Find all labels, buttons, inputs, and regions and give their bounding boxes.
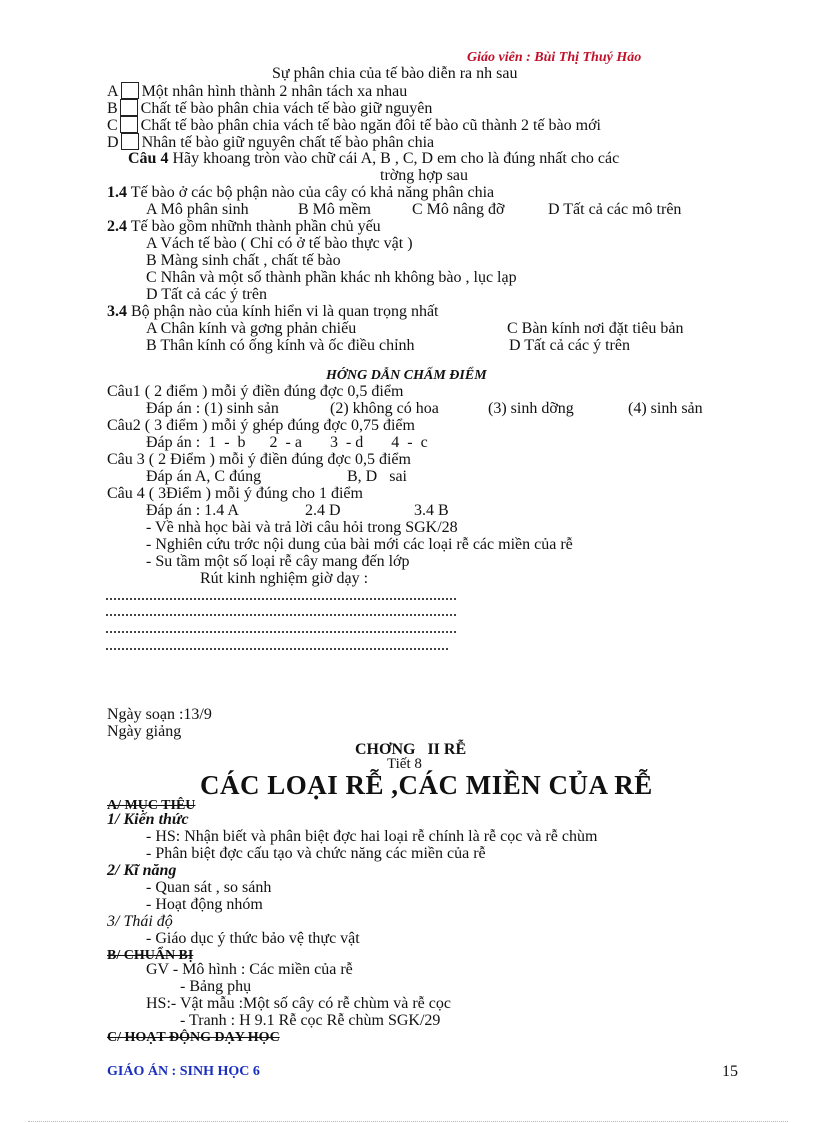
grading-c2: Câu2 ( 3 điểm ) mỗi ý ghép đúng đợc 0,75 điểm	[107, 417, 415, 434]
teacher-prep-1: GV - Mô hình : Các miền của rễ	[146, 961, 353, 978]
dotted-line	[106, 598, 456, 600]
answer-checkbox	[121, 82, 139, 99]
q3-option-d: D Nhân tế bào giữ nguyên chất tế bào phân chia	[107, 134, 435, 151]
q4-2: 2.4 Tế bào gồm nhữnh thành phần chủ yếu	[107, 218, 381, 235]
knowledge-1: - HS: Nhận biết và phân biệt đợc hai loại rễ chính là rễ cọc và rễ chùm	[146, 828, 598, 845]
skills-heading: 2/ Kĩ năng	[107, 862, 177, 879]
dotted-line	[106, 631, 456, 633]
attitude-heading: 3/ Thái độ	[107, 913, 173, 930]
q4-3-d: D Tất cả các ý trên	[509, 337, 630, 354]
attitude-1: - Giáo dục ý thức bảo vệ thực vật	[146, 930, 360, 947]
section-c-activities: C/ HOẠT ĐỘNG DẠY HỌC	[107, 1030, 280, 1045]
knowledge-heading: 1/ Kiến thức	[107, 811, 189, 828]
q4-3: 3.4 Bộ phận nào của kính hiển vi là quan trọng nhất	[107, 303, 439, 320]
grading-c1: Câu1 ( 2 điểm ) mỗi ý điền đúng đợc 0,5 điểm	[107, 383, 404, 400]
grading-title: HỚNG DẪN CHẤM ĐIỂM	[326, 368, 487, 383]
grading-c3: Câu 3 ( 2 Điểm ) mỗi ý điền đúng đợc 0,5 điểm	[107, 451, 411, 468]
reflection-label: Rút kinh nghiệm giờ dạy :	[200, 570, 369, 587]
q4-2-c: C Nhân và một số thành phần khác nh không bào , lục lạp	[146, 269, 517, 286]
q4-3-a: A Chân kính và gơng phản chiếu	[146, 320, 357, 337]
knowledge-2: - Phân biệt đợc cấu tạo và chức năng các miền của rễ	[146, 845, 486, 862]
page-number: 15	[722, 1063, 738, 1080]
q4-stem: Câu 4 Hãy khoang tròn vào chữ cái A, B , C, D em cho là đúng nhất cho các	[128, 150, 620, 167]
answer-checkbox	[121, 133, 139, 150]
footer-subject: GIÁO ÁN : SINH HỌC 6	[107, 1064, 260, 1079]
dotted-line	[106, 648, 448, 650]
teacher-header: Giáo viên : Bùi Thị Thuý Hảo	[467, 50, 642, 65]
date-prepared: Ngày soạn :13/9	[107, 706, 212, 723]
q4-1-a: A Mô phân sinh	[146, 201, 249, 218]
homework-1: - Về nhà học bài và trả lời câu hỏi trong SGK/28	[146, 519, 458, 536]
grading-c4-ans-b: 2.4 D	[305, 502, 341, 519]
grading-c3-ans-b: B, D sai	[347, 468, 407, 485]
grading-c4-ans-c: 3.4 B	[414, 502, 449, 519]
grading-c1-ans-a: Đáp án : (1) sinh sản	[146, 400, 279, 417]
grading-c2-ans: Đáp án : 1 - b 2 - a 3 - d 4 - c	[146, 434, 428, 451]
section-a-objectives: A/ MỤC TIÊU	[107, 798, 196, 813]
q3-option-c: C Chất tế bào phân chia vách tế bào ngăn đôi tế bào cũ thành 2 tế bào mới	[107, 117, 601, 134]
q4-1: 1.4 Tế bào ở các bộ phận nào của cây có khả năng phân chia	[107, 184, 495, 201]
skill-1: - Quan sát , so sánh	[146, 879, 272, 896]
q4-2-d: D Tất cả các ý trên	[146, 286, 267, 303]
answer-checkbox	[120, 116, 138, 133]
grading-c1-ans-c: (3) sinh dỡng	[488, 400, 574, 417]
grading-c4-ans-a: Đáp án : 1.4 A	[146, 502, 239, 519]
skill-2: - Hoạt động nhóm	[146, 896, 263, 913]
q3-option-b: B Chất tế bào phân chia vách tế bào giữ nguyên	[107, 100, 433, 117]
grading-c1-ans-d: (4) sinh sản	[628, 400, 703, 417]
chapter-title: CHƠNG II RỄ	[355, 741, 467, 758]
dotted-line	[106, 614, 456, 616]
q3-stem: Sự phân chia của tế bào diễn ra nh sau	[272, 65, 518, 82]
student-prep-2: - Tranh : H 9.1 Rễ cọc Rễ chùm SGK/29	[180, 1012, 441, 1029]
period-label: Tiết 8	[387, 756, 422, 772]
q4-2-b: B Màng sinh chất , chất tế bào	[146, 252, 341, 269]
q4-stem-cont: trờng hợp sau	[380, 167, 469, 184]
q4-3-b: B Thân kính có ống kính và ốc điều chỉnh	[146, 337, 415, 354]
page-edge	[28, 1121, 788, 1122]
lesson-title: CÁC LOẠI RỄ ,CÁC MIỀN CỦA RỄ	[200, 770, 653, 800]
q4-3-c: C Bàn kính nơi đặt tiêu bản	[507, 320, 684, 337]
q4-1-d: D Tất cả các mô trên	[548, 201, 682, 218]
q4-1-b: B Mô mềm	[298, 201, 371, 218]
answer-checkbox	[120, 99, 138, 116]
q4-2-a: A Vách tế bào ( Chỉ có ở tế bào thực vật )	[146, 235, 413, 252]
homework-3: - Su tầm một số loại rễ cây mang đến lớp	[146, 553, 410, 570]
student-prep-1: HS:- Vật mẫu :Một số cây có rễ chùm và rễ cọc	[146, 995, 451, 1012]
q4-1-c: C Mô nâng đỡ	[412, 201, 505, 218]
q3-option-a: A Một nhân hình thành 2 nhân tách xa nhau	[107, 83, 408, 100]
homework-2: - Nghiên cứu trớc nội dung của bài mới các loại rễ các miền của rễ	[146, 536, 573, 553]
date-taught: Ngày giảng	[107, 723, 182, 740]
grading-c1-ans-b: (2) không có hoa	[330, 400, 439, 417]
section-b-preparation: B/ CHUẨN BỊ	[107, 948, 194, 963]
grading-c4: Câu 4 ( 3Điểm ) mỗi ý đúng cho 1 điểm	[107, 485, 363, 502]
grading-c3-ans-a: Đáp án A, C đúng	[146, 468, 262, 485]
teacher-prep-2: - Bảng phụ	[180, 978, 252, 995]
